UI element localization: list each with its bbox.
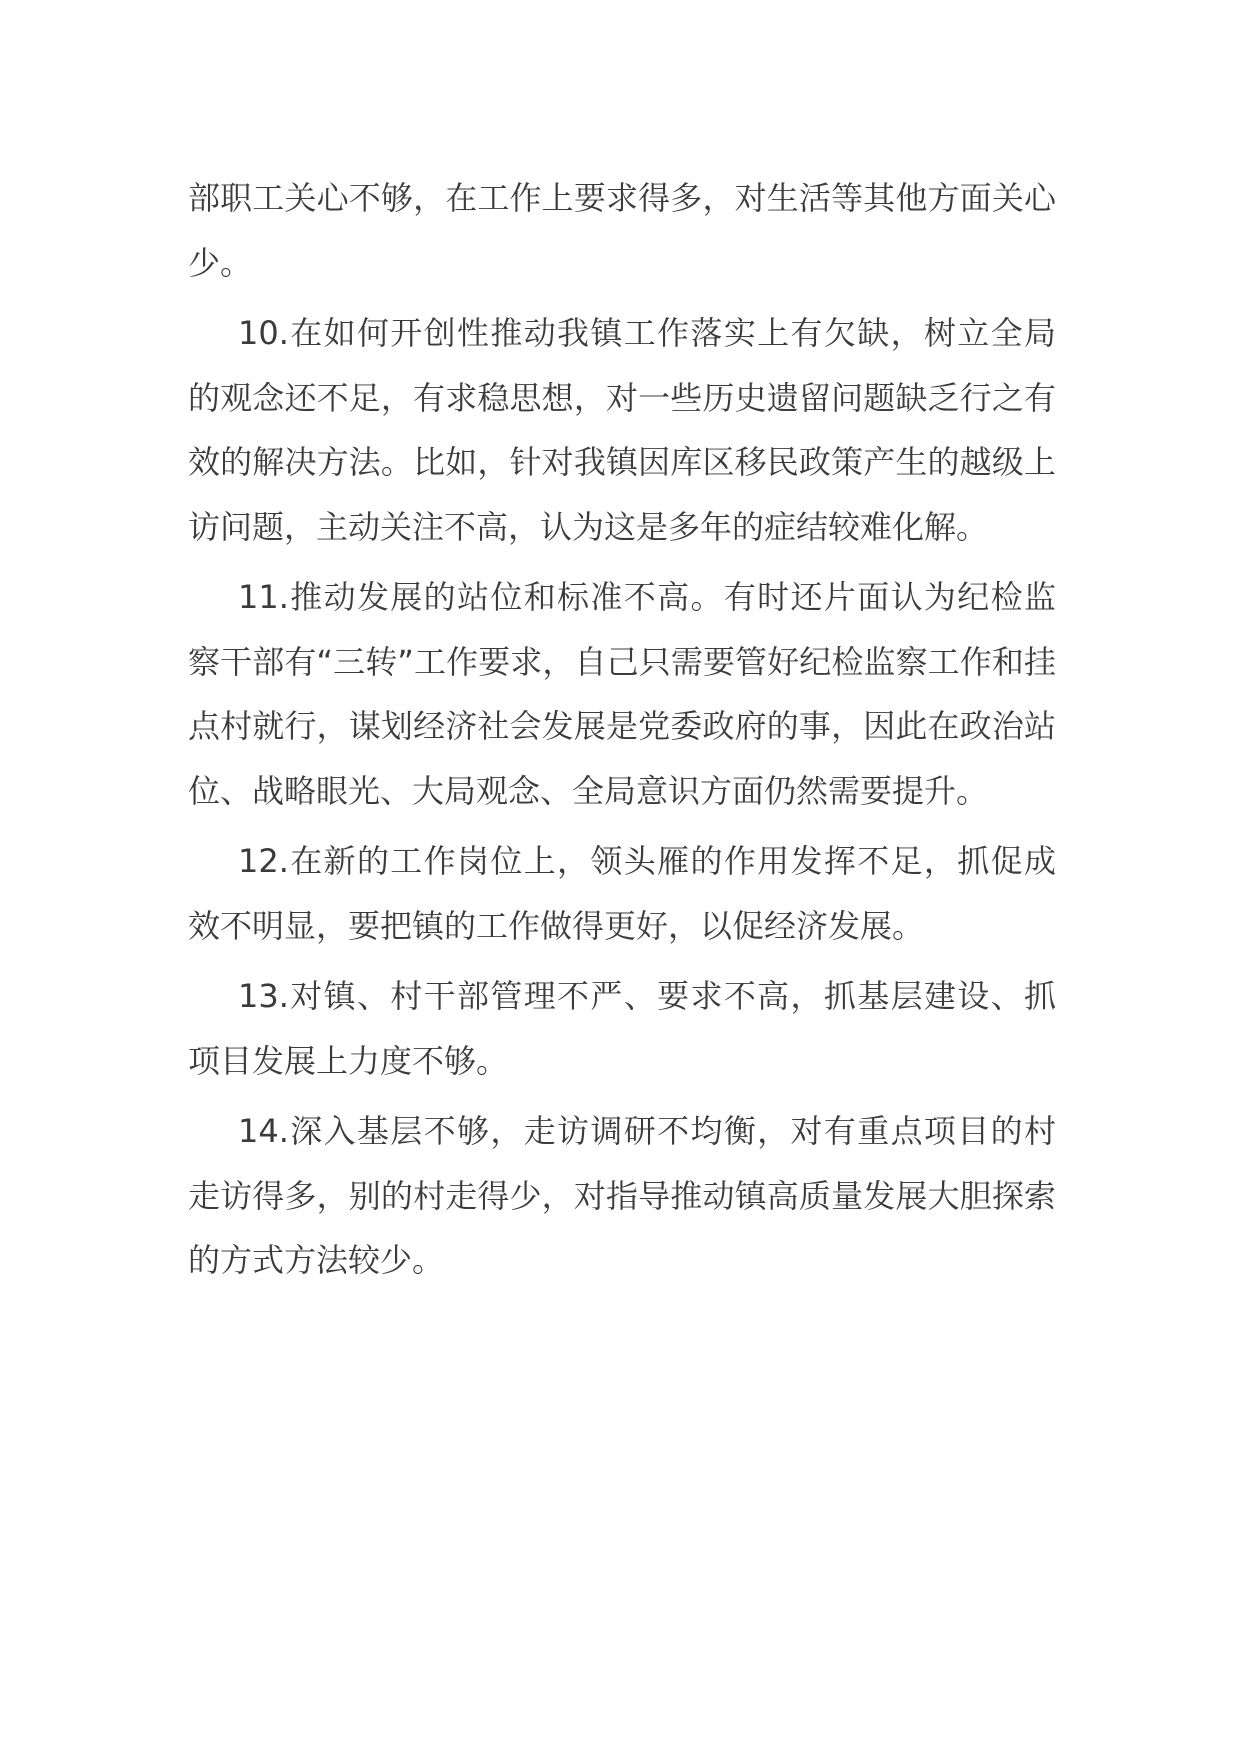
paragraph-item-13: 13.对镇、村干部管理不严、要求不高，抓基层建设、抓项目发展上力度不够。 xyxy=(188,977,1056,1080)
paragraph-item-14: 14.深入基层不够，走访调研不均衡，对有重点项目的村走访得多，别的村走得少，对指导推动镇高质量发展大胆探索的方式方法较少。 xyxy=(188,1112,1056,1279)
paragraph-item-11: 11.推动发展的站位和标准不高。有时还片面认为纪检监察干部有“三转”工作要求，自己只需要管好纪检监察工作和挂点村就行，谋划经济社会发展是党委政府的事，因此在政治站位、战略眼光、大局观念、全局意识方面仍然需要提升。 xyxy=(188,578,1056,810)
paragraph-item-12: 12.在新的工作岗位上，领头雁的作用发挥不足，抓促成效不明显，要把镇的工作做得更好，以促经济发展。 xyxy=(188,842,1056,945)
paragraph-continuation: 部职工关心不够，在工作上要求得多，对生活等其他方面关心少。 xyxy=(188,179,1056,282)
document-body xyxy=(188,166,1056,1299)
paragraph-item-10: 10.在如何开创性推动我镇工作落实上有欠缺，树立全局的观念还不足，有求稳思想，对一些历史遗留问题缺乏行之有效的解决方法。比如，针对我镇因库区移民政策产生的越级上访问题，主动关注不高，认为这是多年的症结较难化解。 xyxy=(188,314,1056,546)
